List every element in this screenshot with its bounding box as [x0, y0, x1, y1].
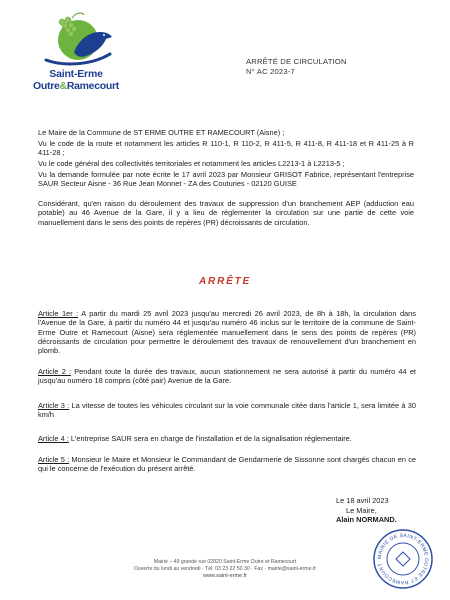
article-1-label: Article 1er :	[38, 309, 79, 318]
article-5	[38, 455, 416, 474]
article-2-text: Pendant toute la durée des travaux, aucun stationnement ne sera autorisé à partir du numéro 44 et jusqu'au numéro 18 compris (côté pair) Avenue de la Gare.	[38, 367, 416, 386]
preamble-considering: Considérant, qu'en raison du déroulement des travaux de suppression d'un branchement AEP (adduction eau potable) au 46 Avenue de la Gare, il y a lieu de réglementer la circulation sur une partie de cette voie manuellement dans le sens des points de repères (PR) décroissants de circulation.	[38, 199, 414, 227]
decree-reference	[246, 57, 347, 77]
decree-title: ARRÊTE	[199, 276, 251, 287]
signature-name: Alain NORMAND.	[336, 515, 397, 525]
logo-text-line2: Outre&Ramecourt	[33, 80, 119, 92]
commune-logo	[28, 8, 124, 98]
logo-text-line1: Saint-Erme	[49, 68, 103, 80]
signature-date: Le 18 avril 2023	[336, 496, 389, 505]
footer-address: Mairie – 49 grande rue 02820 Saint-Erme Outre et Ramecourt	[153, 559, 297, 565]
signature-role: Le Maire,	[346, 505, 377, 515]
article-2-label: Article 2 :	[38, 367, 72, 376]
preamble-road-code: Vu le code de la route et notamment les articles R 110-1, R 110-2, R 411-5, R 411-8, R 411-18 et R 411-25 à R 411-28 ;	[38, 139, 414, 158]
article-3-text: La vitesse de toutes les véhicules circulant sur la voie communale citée dans l'article 1, sera limitée à 30 km/h	[38, 401, 416, 420]
preamble-request: Vu la demande formulée par note écrite le 17 avril 2023 par Monsieur GRISOT Fabrice, représentant l'entreprise SAUR Secteur Aisne - 36 Rue Jean Monnet - ZA des Couturies - 02120 GUISE	[38, 170, 414, 189]
article-5-label: Article 5 :	[38, 455, 70, 464]
page-footer	[0, 559, 450, 580]
stamp-ring-text: MAIRIE DE SAINT-ERME OUTRE ET RAMECOURT	[376, 532, 430, 586]
article-4-text: L'entreprise SAUR sera en charge de l'installation et de la signalisation réglementaire.	[70, 434, 352, 443]
article-4	[38, 434, 416, 443]
footer-website[interactable]: www.saint-erme.fr	[202, 573, 247, 579]
preamble-mayor: Le Maire de la Commune de ST ERME OUTRE ET RAMECOURT (Aisne) ;	[38, 128, 285, 137]
article-2	[38, 367, 416, 386]
article-1-text: A partir du mardi 25 avril 2023 jusqu'au mercredi 26 avril 2023, de 8h à 18h, la circulation dans l'Avenue de la Gare, à partir du numéro 44 et jusqu'au numéro 46 inclus sur le territoire de la commune de Saint-Erme Outre et Ramecourt (Aisne) sera réglementée manuellement dans le sens des points de repères (PR) décroissants de circulation pour permettre le déroulement des travaux de renouvellement d'un branchement en plomb.	[38, 309, 416, 356]
article-4-label: Article 4 :	[38, 434, 69, 443]
decree-type: ARRÊTÉ DE CIRCULATION	[246, 57, 347, 66]
article-3	[38, 401, 416, 420]
article-1	[38, 309, 416, 355]
article-3-label: Article 3 :	[38, 401, 70, 410]
decree-number: N° AC 2023-7	[246, 67, 295, 76]
article-5-text: Monsieur le Maire et Monsieur le Commandant de Gendarmerie de Sissonne sont chargés chacun en ce qui le concerne de l'exécution du présent arrêté.	[38, 455, 416, 474]
preamble-cgct: Vu le code général des collectivités territoriales et notamment les articles L2213-1 à L2213-5 ;	[38, 159, 345, 168]
signature-block	[336, 496, 397, 525]
footer-contact: Ouverte du lundi au vendredi · Tél. 03 23 22 50 30 · Fax · mairie@saint-erme.fr	[133, 566, 317, 572]
logo-emblem-icon	[28, 8, 124, 70]
